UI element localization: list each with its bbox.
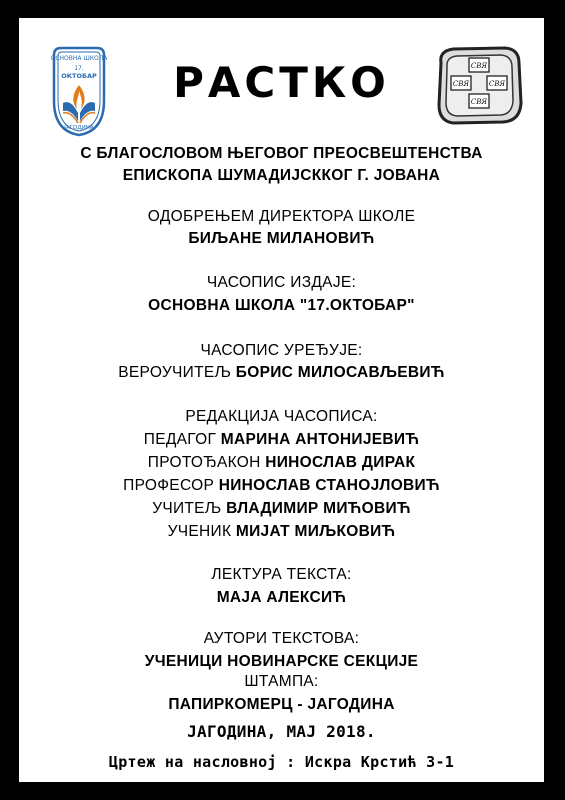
blessing-line-1: С БЛАГОСЛОВОМ ЊЕГОВОГ ПРЕОСВЕШТЕНСТВА	[80, 145, 483, 162]
place-date: ЈАГОДИНА, МАЈ 2018.	[187, 722, 376, 741]
publisher-label: ЧАСОПИС ИЗДАЈЕ:	[206, 274, 357, 291]
editorial-member	[19, 454, 544, 472]
member-name: НИНОСЛАВ СТАНОЈЛОВИЋ	[218, 477, 440, 494]
publisher-name: ОСНОВНА ШКОЛА "17.ОКТОБАР"	[148, 297, 415, 314]
magazine-title: РАСТКО	[173, 58, 390, 107]
member-name: НИНОСЛАВ ДИРАК	[265, 454, 416, 471]
editor-role: ВЕРОУЧИТЕЉ	[118, 364, 232, 381]
editor-label: ЧАСОПИС УРЕЂУЈЕ:	[200, 342, 363, 359]
member-role: ПЕДАГОГ	[143, 431, 217, 448]
member-name: МАРИНА АНТОНИЈЕВИЋ	[220, 431, 420, 448]
editor-name: БОРИС МИЛОСАВЉЕВИЋ	[235, 364, 445, 381]
editor-line	[19, 364, 544, 382]
blessing-line-2: ЕПИСКОПА ШУМАДИЈСККОГ Г. ЈОВАНА	[122, 167, 441, 184]
approval-label: ОДОБРЕЊЕМ ДИРЕКТОРА ШКОЛЕ	[147, 208, 416, 225]
authors-name: УЧЕНИЦИ НОВИНАРСКЕ СЕКЦИЈЕ	[144, 653, 419, 670]
seal-text-bottom: СВЯ	[470, 98, 488, 106]
printing-label: ШТАМПА:	[244, 673, 319, 690]
editorial-board-label: РЕДАКЦИЈА ЧАСОПИСА:	[185, 408, 378, 425]
seal-text-top: СВЯ	[470, 62, 488, 70]
member-name: МИЈАТ МИЉКОВИЋ	[235, 523, 396, 540]
cover-credit: Цртеж на насловној : Искра Крстић 3-1	[108, 753, 455, 771]
seal-text-left: СВЯ	[452, 80, 470, 88]
school-logo-name: ОКТОБАР	[61, 72, 97, 80]
seal-text-right: СВЯ	[488, 80, 506, 88]
proofreading-name: МАЈА АЛЕКСИЋ	[216, 589, 347, 606]
school-logo-number: 17.	[74, 65, 84, 72]
member-name: ВЛАДИМИР МИЋОВИЋ	[226, 500, 411, 517]
member-role: УЧЕНИК	[167, 523, 232, 540]
editorial-member	[19, 477, 544, 495]
member-role: УЧИТЕЉ	[152, 500, 222, 517]
printing-name: ПАПИРКОМЕРЦ - ЈАГОДИНА	[168, 696, 395, 713]
school-logo-bottom-text: ЈАГОДИНА	[64, 125, 94, 131]
school-logo-arc-text: ОСНОВНА ШКОЛА	[50, 55, 108, 62]
proofreading-label: ЛЕКТУРА ТЕКСТА:	[211, 566, 352, 583]
approval-name: БИЉАНЕ МИЛАНОВИЋ	[188, 230, 375, 247]
member-role: ПРОТОЂАКОН	[147, 454, 261, 471]
authors-label: АУТОРИ ТЕКСТОВА:	[203, 630, 360, 647]
editorial-member	[19, 523, 544, 541]
page	[19, 18, 544, 782]
member-role: ПРОФЕСОР	[123, 477, 215, 494]
editorial-member	[19, 500, 544, 518]
editorial-member	[19, 431, 544, 449]
